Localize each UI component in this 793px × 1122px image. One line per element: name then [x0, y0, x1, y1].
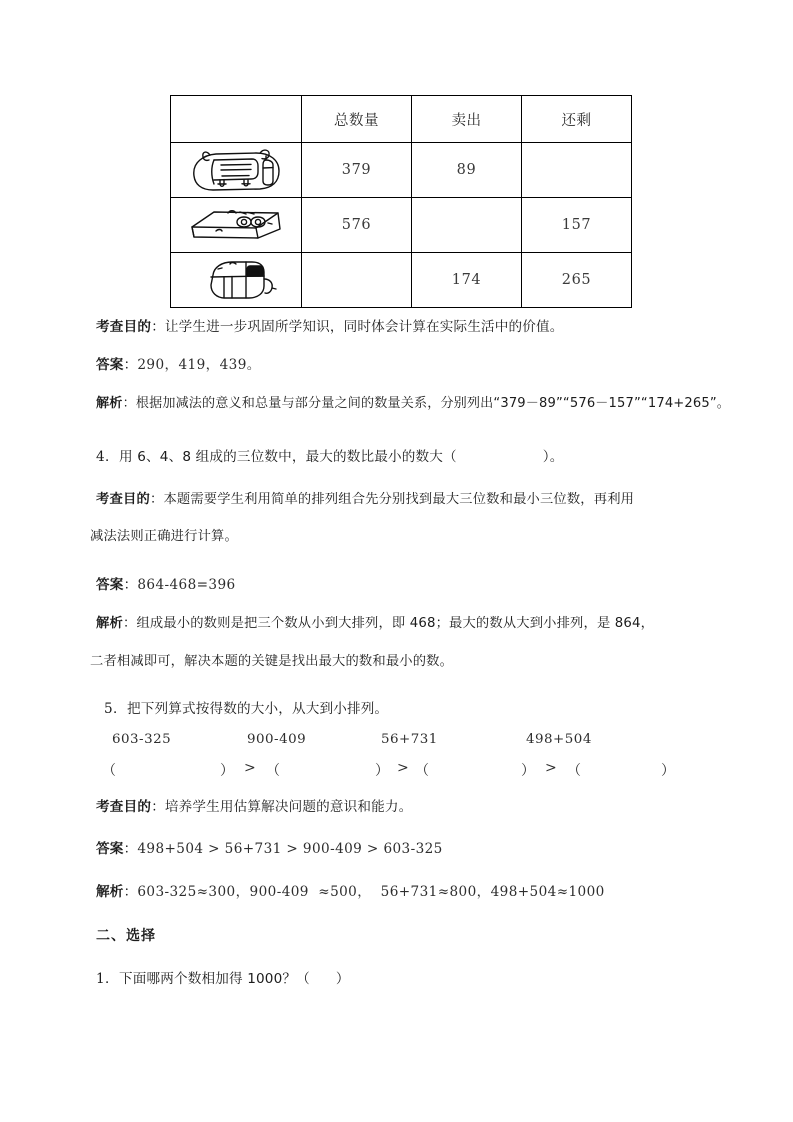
- q5-analysis-line: [96, 883, 733, 903]
- q4-answer-text: 864-468=396: [137, 577, 236, 593]
- table-header-item: [171, 96, 302, 143]
- q5-blank-1-close[interactable]: ）: [375, 763, 389, 779]
- q5-analysis-sep: ：: [123, 884, 138, 900]
- q5-purpose-line: [96, 798, 733, 818]
- q5-blank-3-open[interactable]: （: [567, 763, 581, 779]
- section-2-heading: [96, 926, 733, 947]
- q4-purpose-line-2: [90, 527, 741, 546]
- q3-purpose-line: [96, 318, 733, 338]
- table-cell-total: 576: [302, 198, 412, 253]
- q5-purpose-text: ：培养学生用估算解决问题的意识和能力。: [151, 799, 413, 815]
- q4-answer-line: [96, 576, 733, 596]
- q3-analysis-line: [96, 395, 733, 414]
- table-row: [171, 198, 632, 253]
- q3-analysis-text: ：根据加减法的意义和总量与部分量之间的数量关系，分别列出“379－89”“576－157”“174+265”。: [122, 396, 731, 411]
- q4-answer-sep: ：: [123, 577, 138, 593]
- q4-analysis-text-2: 二者相减即可，解决本题的关键是找出最大的数和最小的数。: [90, 654, 454, 669]
- q5-gt-1: >: [397, 760, 409, 776]
- q4-purpose-label: 考查目的: [96, 492, 150, 507]
- pencil-sharpener-drawing-icon: [171, 253, 302, 308]
- q5-purpose-label: 考查目的: [96, 799, 152, 815]
- q5-blank-2-open[interactable]: （: [415, 763, 429, 779]
- q5-expression-1: 900-409: [247, 732, 307, 747]
- q3-analysis-label: 解析: [96, 396, 123, 411]
- table-row: [171, 253, 632, 308]
- q5-stem-text: 把下列算式按得数的大小，从大到小排列。: [127, 701, 389, 717]
- q3-answer-text: 290，419，439。: [137, 357, 261, 373]
- q4-number: 4．: [96, 449, 120, 465]
- section-2-q1-number: 1．: [96, 971, 120, 987]
- table-row: [171, 143, 632, 198]
- table-header-total: 总数量: [302, 96, 412, 143]
- table-cell-total: 379: [302, 143, 412, 198]
- q4-answer-label: 答案: [96, 577, 124, 593]
- section-2-q1-close: ）: [335, 971, 350, 987]
- q5-number: 5．: [104, 701, 128, 717]
- q5-blank-2-close[interactable]: ）: [521, 763, 535, 779]
- table-cell-sold: [412, 198, 522, 253]
- q5-blank-3-close[interactable]: ）: [661, 763, 675, 779]
- q3-answer-line: [96, 356, 733, 376]
- q3-purpose-label: 考查目的: [96, 319, 152, 335]
- q5-stem-line: [104, 700, 733, 720]
- table-cell-left: [522, 143, 632, 198]
- q3-purpose-text: ：让学生进一步巩固所学知识，同时体会计算在实际生活中的价值。: [151, 319, 564, 335]
- q5-blank-1-open[interactable]: （: [266, 763, 280, 779]
- q4-stem-line: [96, 448, 733, 468]
- q5-blank-0-open[interactable]: （: [102, 763, 116, 779]
- q5-answer-label: 答案: [96, 841, 124, 857]
- q4-analysis-line: [96, 614, 733, 633]
- table-cell-sold: 89: [412, 143, 522, 198]
- table-header-row: [171, 96, 632, 143]
- section-2-q1-line: [96, 970, 733, 990]
- q5-expression-0: 603-325: [112, 732, 172, 747]
- q4-purpose-text-2: 减法法则正确进行计算。: [90, 529, 238, 544]
- table-cell-left: 157: [522, 198, 632, 253]
- q4-purpose-text: ：本题需要学生利用简单的排列组合先分别找到最大三位数和最小三位数，再利用: [150, 492, 635, 507]
- table-cell-total: [302, 253, 412, 308]
- table-header-left: 还剩: [522, 96, 632, 143]
- q4-stem-text: 用 6、4、8 组成的三位数中，最大的数比最小的数大（: [119, 449, 457, 465]
- q5-blank-0-close[interactable]: ）: [220, 763, 234, 779]
- q5-expression-2: 56+731: [381, 732, 438, 747]
- pencil-case-drawing-icon: [171, 198, 302, 253]
- q3-answer-sep: ：: [123, 357, 138, 373]
- schoolbag-drawing-icon: [171, 143, 302, 198]
- quantity-table: [170, 95, 632, 308]
- q4-analysis-line-2: [90, 652, 741, 671]
- q4-analysis-label: 解析: [96, 616, 123, 631]
- q4-purpose-line: [96, 490, 733, 509]
- q5-answer-sep: ：: [123, 841, 138, 857]
- q5-answer-line: [96, 840, 733, 860]
- q5-analysis-label: 解析: [96, 884, 124, 900]
- quantity-table-wrapper: [170, 95, 626, 308]
- q4-stem-close: ）。: [542, 449, 564, 465]
- table-header-sold: 卖出: [412, 96, 522, 143]
- table-cell-left: 265: [522, 253, 632, 308]
- q5-expression-3: 498+504: [526, 732, 592, 747]
- section-2-heading-text: 二、选择: [96, 928, 156, 944]
- table-cell-sold: 174: [412, 253, 522, 308]
- q4-analysis-text: ：组成最小的数则是把三个数从小到大排列，即 468；最大的数从大到小排列，是 864，: [123, 616, 655, 631]
- q3-answer-label: 答案: [96, 357, 124, 373]
- q5-gt-2: >: [545, 760, 557, 776]
- q5-gt-0: >: [244, 760, 256, 776]
- q5-answer-text: 498+504 > 56+731 > 900-409 > 603-325: [137, 841, 443, 857]
- q5-analysis-text: 603-325≈300，900-409 ≈500， 56+731≈800，498+504≈1000: [137, 884, 605, 900]
- section-2-q1-text: 下面哪两个数相加得 1000？（: [119, 971, 310, 987]
